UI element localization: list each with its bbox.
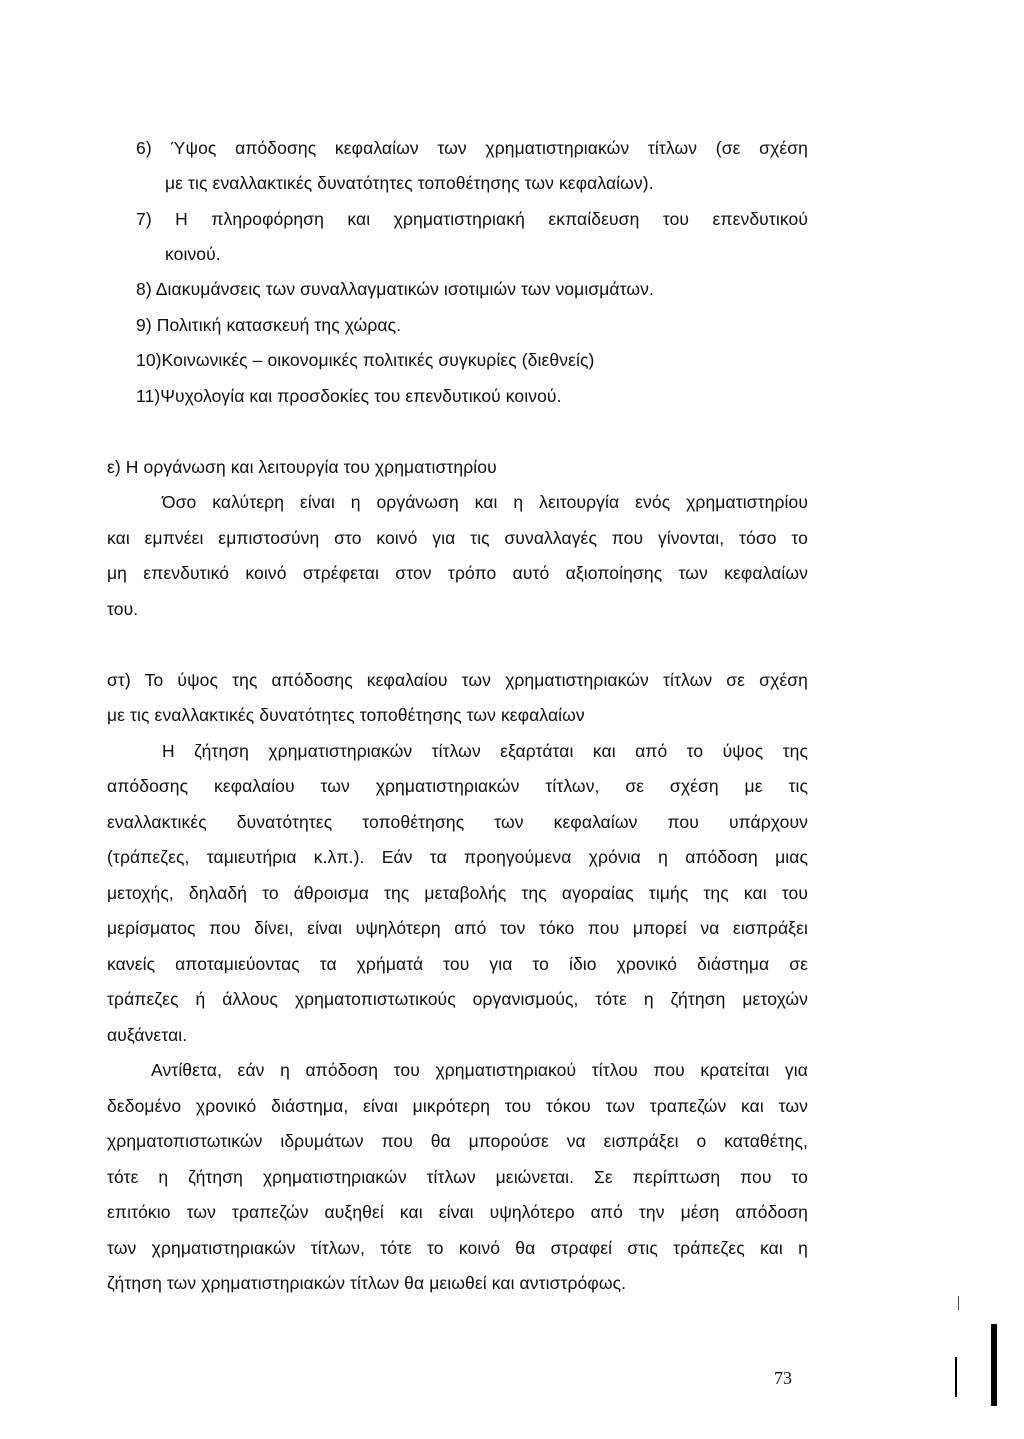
section-st-line-9: αυξάνεται. <box>107 1025 188 1045</box>
section-st-line-12: χρηματοπιστωτικών ιδρυμάτων που θα μπορούσε να εισπράξει ο καταθέτης, <box>107 1131 808 1151</box>
list-item-7-line-2: κοινού. <box>165 244 221 264</box>
section-st-line-2: απόδοσης κεφαλαίου των χρηματιστηριακών τίτλων, σε σχέση με τις <box>107 776 808 796</box>
scan-edge-thin-bar <box>955 1357 957 1397</box>
list-item-7-line-1: 7) Η πληροφόρηση και χρηματιστηριακή εκπαίδευση του επενδυτικού <box>136 209 808 229</box>
list-item-9: 9) Πολιτική κατασκευή της χώρας. <box>136 315 402 335</box>
section-e-line-1: Όσο καλύτερη είναι η οργάνωση και η λειτουργία ενός χρηματιστηρίου <box>162 492 808 512</box>
scan-tick-mark <box>958 1296 959 1310</box>
list-item-8: 8) Διακυμάνσεις των συναλλαγματικών ισοτιμιών των νομισμάτων. <box>136 279 654 299</box>
list-item-11: 11)Ψυχολογία και προσδοκίες του επενδυτικού κοινού. <box>136 386 562 406</box>
section-e-line-4: του. <box>107 599 139 619</box>
section-e-line-3: μη επενδυτικό κοινό στρέφεται στον τρόπο αυτό αξιοποίησης των κεφαλαίων <box>107 563 808 583</box>
list-item-10: 10)Κοινωνικές – οικονομικές πολιτικές συγκυρίες (διεθνείς) <box>136 350 595 370</box>
section-e-line-2: και εμπνέει εμπιστοσύνη στο κοινό για τις συναλλαγές που γίνονται, τόσο το <box>107 528 808 548</box>
section-st-line-16: ζήτηση των χρηματιστηριακών τίτλων θα μειωθεί και αντιστρόφως. <box>107 1273 627 1293</box>
section-st-line-11: δεδομένο χρονικό διάστημα, είναι μικρότερη του τόκου των τραπεζών και των <box>107 1096 808 1116</box>
section-st-line-13: τότε η ζήτηση χρηματιστηριακών τίτλων μειώνεται. Σε περίπτωση που το <box>107 1167 808 1187</box>
section-st-line-1: Η ζήτηση χρηματιστηριακών τίτλων εξαρτάται και από το ύψος της <box>162 741 808 761</box>
section-st-heading-line-1: στ) Το ύψος της απόδοσης κεφαλαίου των χρηματιστηριακών τίτλων σε σχέση <box>107 670 808 690</box>
section-e-heading: ε) Η οργάνωση και λειτουργία του χρηματιστηρίου <box>107 457 497 477</box>
section-st-line-5: μετοχής, δηλαδή το άθροισμα της μεταβολής της αγοραίας τιμής της και του <box>107 883 808 903</box>
section-st-line-14: επιτόκιο των τραπεζών αυξηθεί και είναι υψηλότερο από την μέση απόδοση <box>107 1202 808 1222</box>
list-item-6-line-2: με τις εναλλακτικές δυνατότητες τοποθέτησης των κεφαλαίων). <box>165 173 654 193</box>
section-st-line-10: Αντίθετα, εάν η απόδοση του χρηματιστηριακού τίτλου που κρατείται για <box>151 1060 808 1080</box>
section-st-heading-line-2: με τις εναλλακτικές δυνατότητες τοποθέτησης των κεφαλαίων <box>107 705 585 725</box>
section-st-line-8: τράπεζες ή άλλους χρηματοπιστωτικούς οργανισμούς, τότε η ζήτηση μετοχών <box>107 989 808 1009</box>
scan-edge-thick-bar <box>991 1324 997 1406</box>
section-st-line-6: μερίσματος που δίνει, είναι υψηλότερη από τον τόκο που μπορεί να εισπράξει <box>107 918 808 938</box>
section-st-line-7: κανείς αποταμιεύοντας τα χρήματά του για το ίδιο χρονικό διάστημα σε <box>107 954 808 974</box>
section-st-line-3: εναλλακτικές δυνατότητες τοποθέτησης των κεφαλαίων που υπάρχουν <box>107 812 808 832</box>
section-st-line-4: (τράπεζες, ταμιευτήρια κ.λπ.). Εάν τα προηγούμενα χρόνια η απόδοση μιας <box>107 847 808 867</box>
list-item-6-line-1: 6) Ύψος απόδοσης κεφαλαίων των χρηματιστηριακών τίτλων (σε σχέση <box>136 138 808 158</box>
page-number: 73 <box>774 1368 792 1388</box>
section-st-line-15: των χρηματιστηριακών τίτλων, τότε το κοινό θα στραφεί στις τράπεζες και η <box>107 1238 808 1258</box>
